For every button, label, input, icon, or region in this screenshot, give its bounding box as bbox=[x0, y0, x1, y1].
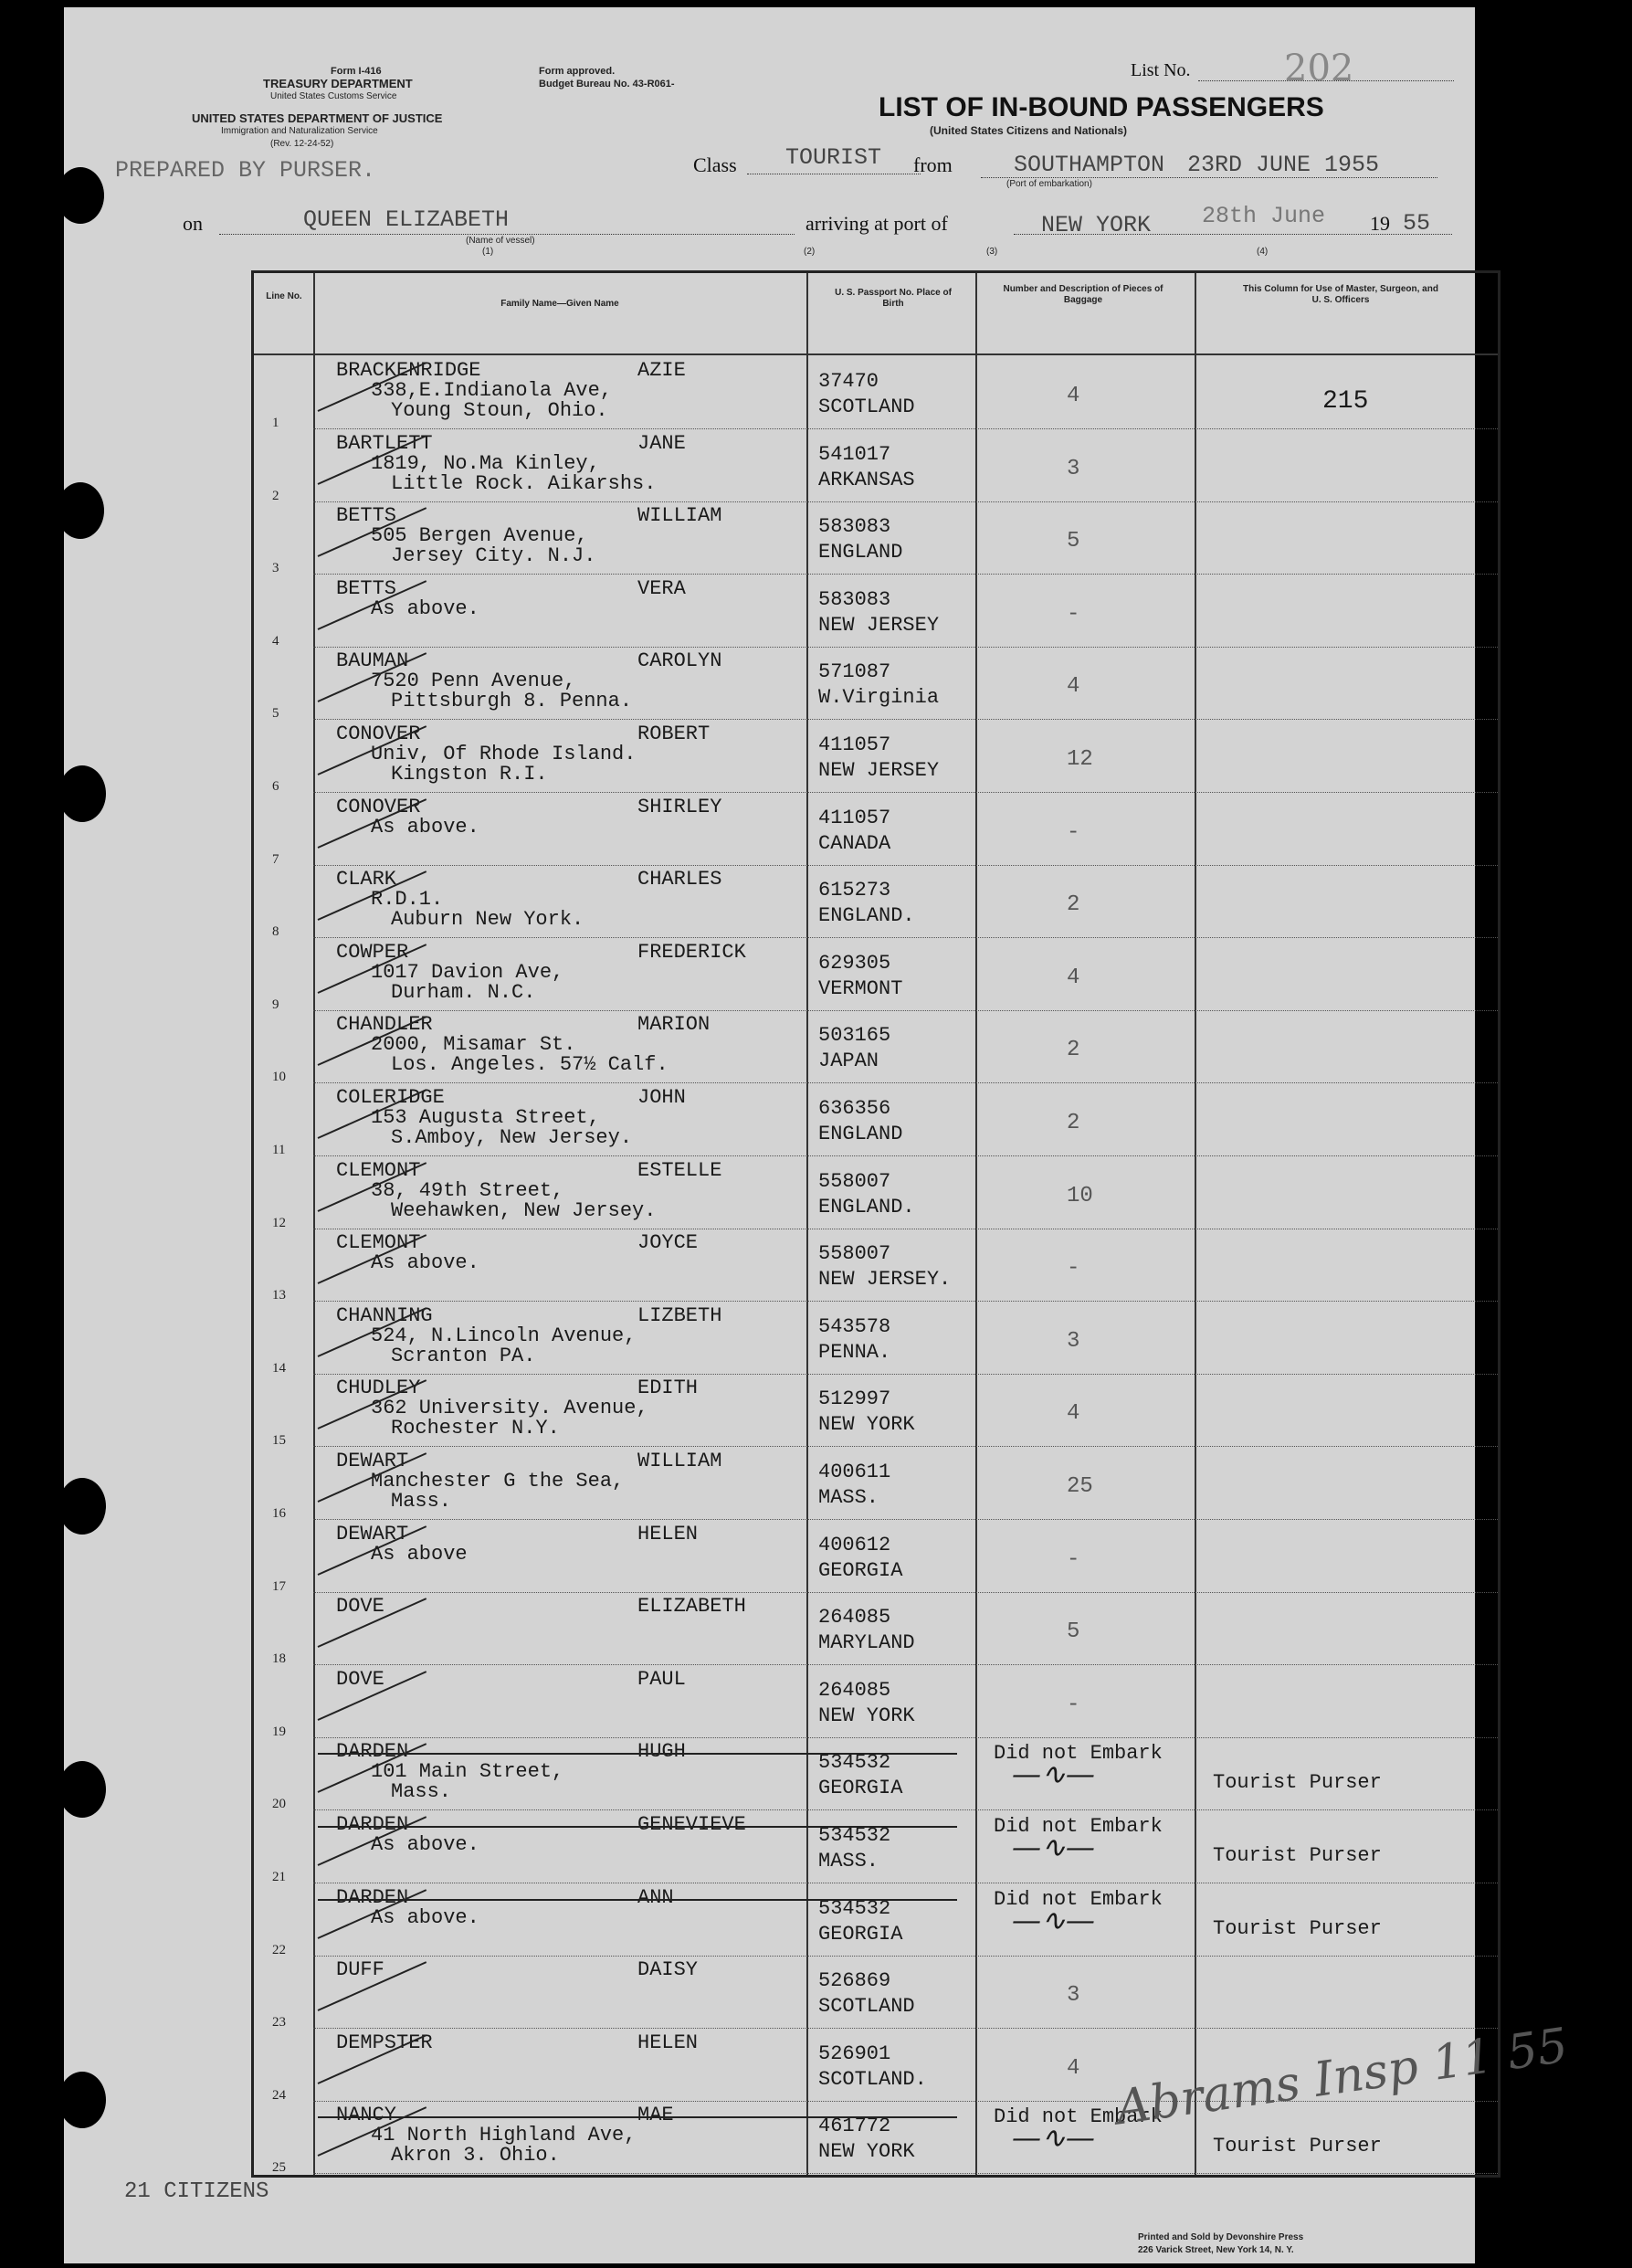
baggage-count: - bbox=[1067, 1692, 1080, 1717]
address-line-1: 7520 Penn Avenue, bbox=[371, 670, 576, 693]
address-line-1: As above. bbox=[371, 1251, 479, 1275]
given-name: ELIZABETH bbox=[637, 1595, 746, 1619]
passenger-table bbox=[251, 270, 1500, 2178]
family-name: CONOVER bbox=[336, 795, 421, 818]
family-name: DARDEN bbox=[336, 1740, 409, 1764]
passport-number: 37470 bbox=[818, 370, 879, 393]
arriving-label: arriving at port of bbox=[805, 212, 948, 235]
line-number: 13 bbox=[272, 1288, 286, 1303]
place-of-birth: SCOTLAND bbox=[818, 396, 915, 418]
passport-number: 512997 bbox=[818, 1387, 891, 1411]
given-name: JANE bbox=[637, 431, 686, 455]
family-name: BARTLETT bbox=[336, 431, 433, 455]
year-suffix: 55 bbox=[1403, 210, 1431, 237]
passport-number: 503165 bbox=[818, 1024, 891, 1048]
col-num-4: (4) bbox=[1257, 247, 1269, 257]
family-name: CHUDLEY bbox=[336, 1377, 421, 1400]
baggage-count: 5 bbox=[1067, 1619, 1080, 1645]
place-of-birth: NEW YORK bbox=[818, 1413, 915, 1437]
family-name: DEWART bbox=[336, 1522, 409, 1545]
table-row bbox=[254, 2100, 1498, 2174]
treasury-dept: TREASURY DEPARTMENT bbox=[263, 77, 413, 90]
did-not-embark-note: Did not Embark bbox=[994, 1742, 1163, 1766]
tourist-purser-label: Tourist Purser bbox=[1213, 2135, 1382, 2158]
place-of-birth: ENGLAND bbox=[818, 1123, 903, 1145]
address-line-1: 153 Augusta Street, bbox=[371, 1106, 600, 1129]
passport-number: 541017 bbox=[818, 442, 891, 466]
address-line-2: Weehawken, New Jersey. bbox=[391, 1198, 657, 1222]
justice-dept: UNITED STATES DEPARTMENT OF JUSTICE bbox=[192, 111, 443, 125]
address-line-2: S.Amboy, New Jersey. bbox=[391, 1126, 633, 1149]
binder-hole bbox=[58, 2072, 106, 2128]
address-line-2: Los. Angeles. 57½ Calf. bbox=[391, 1053, 669, 1077]
given-name: MAE bbox=[637, 2104, 674, 2127]
baggage-count: 3 bbox=[1067, 1328, 1080, 1354]
line-number: 15 bbox=[272, 1433, 286, 1449]
table-row bbox=[254, 355, 1498, 429]
baggage-count: 5 bbox=[1067, 529, 1080, 554]
address-line-1: Manchester G the Sea, bbox=[371, 1470, 625, 1493]
address-line-1: As above bbox=[371, 1542, 468, 1566]
binder-hole bbox=[58, 1478, 106, 1535]
passport-number: 534532 bbox=[818, 1824, 891, 1847]
address-line-1: As above. bbox=[371, 1905, 479, 1929]
family-name: DUFF bbox=[336, 1958, 384, 1982]
line-number: 24 bbox=[272, 2087, 286, 2103]
passport-number: 636356 bbox=[818, 1097, 891, 1120]
passport-number: 558007 bbox=[818, 1169, 891, 1193]
col-num-1: (1) bbox=[482, 247, 494, 257]
baggage-count: 4 bbox=[1067, 965, 1080, 990]
family-name: COWPER bbox=[336, 940, 409, 964]
address-line-2: Pittsburgh 8. Penna. bbox=[391, 690, 633, 713]
table-row bbox=[254, 1301, 1498, 1375]
line-number: 20 bbox=[272, 1797, 286, 1812]
line-number: 5 bbox=[272, 706, 279, 722]
line-number: 17 bbox=[272, 1578, 286, 1594]
col-num-2: (2) bbox=[804, 247, 816, 257]
customs-service: United States Customs Service bbox=[270, 91, 397, 101]
place-of-birth: ARKANSAS bbox=[818, 468, 915, 491]
place-of-birth: GEORGIA bbox=[818, 1922, 903, 1946]
given-name: CAROLYN bbox=[637, 649, 722, 673]
table-row bbox=[254, 1155, 1498, 1229]
line-number: 2 bbox=[272, 488, 279, 503]
place-of-birth: PENNA. bbox=[818, 1340, 891, 1364]
given-name: AZIE bbox=[637, 359, 686, 382]
family-name: BRACKENRIDGE bbox=[336, 359, 481, 382]
table-row bbox=[254, 574, 1498, 648]
place-of-birth: MASS. bbox=[818, 1486, 879, 1509]
place-of-birth: GEORGIA bbox=[818, 1777, 903, 1800]
tourist-purser-label: Tourist Purser bbox=[1213, 1771, 1382, 1795]
strike-through-line bbox=[318, 1899, 957, 1901]
given-name: VERA bbox=[637, 576, 686, 600]
table-row bbox=[254, 1228, 1498, 1302]
address-line-2: Rochester N.Y. bbox=[391, 1417, 560, 1440]
line-number: 1 bbox=[272, 416, 279, 430]
page-title: LIST OF IN-BOUND PASSENGERS bbox=[879, 92, 1324, 122]
given-name: HELEN bbox=[637, 2031, 699, 2054]
table-row bbox=[254, 864, 1498, 938]
officer-note: 215 bbox=[1322, 387, 1369, 416]
given-name: PAUL bbox=[637, 1667, 686, 1691]
passport-number: 543578 bbox=[818, 1314, 891, 1338]
address-line-2: Durham. N.C. bbox=[391, 980, 536, 1004]
given-name: WILLIAM bbox=[637, 1450, 722, 1472]
baggage-count: 2 bbox=[1067, 892, 1080, 918]
table-row bbox=[254, 1373, 1498, 1447]
address-line-1: R.D.1. bbox=[371, 888, 444, 912]
table-row bbox=[254, 428, 1498, 502]
address-line-1: 38, 49th Street, bbox=[371, 1178, 564, 1202]
place-of-birth: SCOTLAND. bbox=[818, 2067, 927, 2091]
header-baggage: Number and Description of Pieces of Baggage bbox=[1003, 284, 1163, 305]
baggage-count: 10 bbox=[1067, 1183, 1093, 1208]
passport-number: 264085 bbox=[818, 1678, 891, 1702]
address-line-2: Young Stoun, Ohio. bbox=[391, 399, 608, 422]
inspector-signature: Abrams Insp 11 55 bbox=[1112, 2018, 1572, 2136]
line-number: 4 bbox=[272, 633, 279, 649]
table-row bbox=[254, 501, 1498, 575]
passport-number: 461772 bbox=[818, 2115, 891, 2138]
list-number: 202 bbox=[1284, 47, 1354, 90]
class-value: TOURIST bbox=[785, 144, 882, 171]
purser-signature-mark: —∿— bbox=[1012, 1756, 1095, 1792]
address-line-1: 1819, No.Ma Kinley, bbox=[371, 451, 600, 475]
address-line-1: 41 North Highland Ave, bbox=[371, 2124, 637, 2147]
baggage-count: 4 bbox=[1067, 1401, 1080, 1427]
passport-number: 615273 bbox=[818, 879, 891, 902]
passport-number: 400611 bbox=[818, 1461, 891, 1483]
passport-number: 534532 bbox=[818, 1896, 891, 1920]
address-line-1: 505 Bergen Avenue, bbox=[371, 524, 588, 548]
arrival-port: NEW YORK bbox=[1041, 212, 1152, 238]
table-row bbox=[254, 1883, 1498, 1957]
table-row bbox=[254, 1591, 1498, 1665]
address-line-2: Jersey City. N.J. bbox=[391, 544, 596, 568]
table-row bbox=[254, 1809, 1498, 1883]
place-of-birth: MARYLAND bbox=[818, 1631, 915, 1655]
address-line-1: 524, N.Lincoln Avenue, bbox=[371, 1324, 637, 1347]
immigration-service: Immigration and Naturalization Service bbox=[221, 126, 378, 136]
given-name: JOHN bbox=[637, 1086, 686, 1109]
passport-number: 583083 bbox=[818, 515, 891, 539]
line-number: 8 bbox=[272, 924, 279, 940]
printer-line-1: Printed and Sold by Devonshire Press bbox=[1138, 2232, 1304, 2242]
form-number: Form I-416 bbox=[331, 66, 382, 77]
binder-hole bbox=[57, 167, 104, 224]
family-name: COLERIDGE bbox=[336, 1086, 445, 1109]
given-name: JOYCE bbox=[637, 1231, 699, 1255]
address-line-2: Mass. bbox=[391, 1780, 452, 1804]
line-number: 9 bbox=[272, 997, 279, 1012]
binder-hole bbox=[58, 765, 106, 822]
baggage-count: 25 bbox=[1067, 1474, 1093, 1499]
header-line-no: Line No. bbox=[266, 291, 302, 301]
given-name: LIZBETH bbox=[637, 1303, 722, 1327]
baggage-count: - bbox=[1067, 1546, 1080, 1572]
passport-number: 526869 bbox=[818, 1969, 891, 1993]
given-name: CHARLES bbox=[637, 868, 722, 891]
page-subtitle: (United States Citizens and Nationals) bbox=[930, 124, 1128, 137]
line-number: 3 bbox=[272, 561, 279, 576]
baggage-count: 4 bbox=[1067, 2055, 1080, 2081]
baggage-count: - bbox=[1067, 819, 1080, 845]
given-name: ROBERT bbox=[637, 723, 711, 745]
vessel-caption: (Name of vessel) bbox=[466, 236, 535, 246]
family-name: CLEMONT bbox=[336, 1231, 421, 1255]
place-of-birth: GEORGIA bbox=[818, 1558, 903, 1582]
table-row bbox=[254, 1955, 1498, 2029]
line-number: 7 bbox=[272, 851, 279, 867]
address-line-1: Univ, Of Rhode Island. bbox=[371, 743, 637, 765]
tourist-purser-label: Tourist Purser bbox=[1213, 1844, 1382, 1867]
address-line-1: 362 University. Avenue, bbox=[371, 1397, 648, 1420]
table-row bbox=[254, 1009, 1498, 1083]
place-of-birth: W.Virginia bbox=[818, 686, 940, 710]
revision-date: (Rev. 12-24-52) bbox=[270, 139, 334, 149]
place-of-birth: NEW JERSEY. bbox=[818, 1268, 952, 1292]
table-row bbox=[254, 937, 1498, 1011]
address-line-1: As above. bbox=[371, 596, 479, 620]
did-not-embark-note: Did not Embark bbox=[994, 1887, 1163, 1911]
given-name: ANN bbox=[637, 1885, 674, 1909]
given-name: DAISY bbox=[637, 1958, 699, 1982]
family-name: BAUMAN bbox=[336, 649, 409, 673]
place-of-birth: SCOTLAND bbox=[818, 1995, 915, 2019]
baggage-count: 12 bbox=[1067, 747, 1093, 772]
table-row bbox=[254, 646, 1498, 720]
place-of-birth: ENGLAND. bbox=[818, 904, 915, 928]
line-number: 11 bbox=[272, 1143, 286, 1157]
purser-signature-mark: —∿— bbox=[1012, 2120, 1095, 2156]
address-line-1: 1017 Davion Ave, bbox=[371, 960, 564, 984]
address-line-1: As above. bbox=[371, 815, 479, 839]
budget-bureau: Budget Bureau No. 43-R061- bbox=[539, 79, 675, 90]
list-number-label: List No. bbox=[1131, 60, 1191, 80]
family-name: DOVE bbox=[336, 1595, 384, 1619]
table-row bbox=[254, 1736, 1498, 1810]
family-name: BETTS bbox=[336, 504, 397, 528]
place-of-birth: NEW YORK bbox=[818, 1704, 915, 1727]
family-name: NANCY bbox=[336, 2104, 397, 2127]
family-name: CONOVER bbox=[336, 723, 421, 745]
line-number: 23 bbox=[272, 2015, 286, 2031]
family-name: DARDEN bbox=[336, 1885, 409, 1909]
did-not-embark-note: Did not Embark bbox=[994, 1815, 1163, 1838]
table-row bbox=[254, 792, 1498, 866]
passport-number: 583083 bbox=[818, 587, 891, 611]
passport-number: 411057 bbox=[818, 733, 891, 756]
given-name: EDITH bbox=[637, 1377, 699, 1400]
citizens-count: 21 CITIZENS bbox=[124, 2179, 269, 2204]
family-name: CHANDLER bbox=[336, 1013, 433, 1037]
arrival-date: 28th June bbox=[1202, 203, 1326, 229]
address-line-2: Akron 3. Ohio. bbox=[391, 2144, 560, 2168]
strike-through-line bbox=[318, 1826, 957, 1828]
tourist-purser-label: Tourist Purser bbox=[1213, 1916, 1382, 1940]
table-row bbox=[254, 719, 1498, 793]
line-number: 25 bbox=[272, 2160, 286, 2176]
table-row bbox=[254, 1446, 1498, 1520]
address-line-2: Little Rock. Aikarshs. bbox=[391, 471, 657, 495]
given-name: HELEN bbox=[637, 1522, 699, 1545]
line-number: 21 bbox=[272, 1870, 286, 1884]
table-row bbox=[254, 1664, 1498, 1738]
purser-signature-mark: —∿— bbox=[1012, 1830, 1095, 1864]
passport-number: 629305 bbox=[818, 951, 891, 975]
line-number: 19 bbox=[272, 1724, 286, 1739]
did-not-embark-note: Did not Embark bbox=[994, 2105, 1163, 2129]
line-number: 10 bbox=[272, 1070, 286, 1085]
family-name: DEMPSTER bbox=[336, 2031, 433, 2054]
place-of-birth: ENGLAND. bbox=[818, 1195, 915, 1218]
address-line-1: 338,E.Indianola Ave, bbox=[371, 379, 613, 402]
family-name: DARDEN bbox=[336, 1813, 409, 1836]
binder-hole bbox=[57, 482, 104, 539]
prepared-by: PREPARED BY PURSER. bbox=[115, 157, 376, 184]
given-name: ESTELLE bbox=[637, 1158, 722, 1182]
line-number: 22 bbox=[272, 1942, 286, 1957]
place-of-birth: ENGLAND bbox=[818, 541, 903, 564]
strike-through-line bbox=[318, 1753, 957, 1755]
place-of-birth: NEW JERSEY bbox=[818, 613, 940, 637]
baggage-count: - bbox=[1067, 1256, 1080, 1282]
place-of-birth: MASS. bbox=[818, 1850, 879, 1872]
binder-hole bbox=[58, 1761, 106, 1818]
family-name: CHANNING bbox=[336, 1303, 433, 1327]
place-of-birth: NEW YORK bbox=[818, 2140, 915, 2164]
baggage-count: 4 bbox=[1067, 674, 1080, 700]
given-name: HUGH bbox=[637, 1740, 686, 1764]
header-officers: This Column for Use of Master, Surgeon, and U. S. Officers bbox=[1243, 284, 1438, 305]
vessel-name: QUEEN ELIZABETH bbox=[303, 206, 510, 233]
passport-number: 264085 bbox=[818, 1606, 891, 1630]
passport-number: 534532 bbox=[818, 1751, 891, 1775]
class-label: Class bbox=[693, 153, 737, 176]
embark-date: 23RD JUNE 1955 bbox=[1187, 152, 1380, 178]
line-number: 14 bbox=[272, 1360, 286, 1376]
baggage-count: 3 bbox=[1067, 1983, 1080, 2009]
address-line-2: Kingston R.I. bbox=[391, 763, 548, 786]
baggage-count: 2 bbox=[1067, 1038, 1080, 1063]
printer-line-2: 226 Varick Street, New York 14, N. Y. bbox=[1138, 2245, 1294, 2255]
line-number: 18 bbox=[272, 1651, 286, 1667]
passport-number: 400612 bbox=[818, 1533, 891, 1556]
passport-number: 558007 bbox=[818, 1242, 891, 1266]
year-prefix: 19 bbox=[1370, 212, 1390, 235]
table-row bbox=[254, 1082, 1498, 1156]
passport-number: 411057 bbox=[818, 806, 891, 829]
col-num-3: (3) bbox=[986, 247, 998, 257]
place-of-birth: JAPAN bbox=[818, 1050, 879, 1073]
address-line-2: Auburn New York. bbox=[391, 908, 584, 932]
given-name: FREDERICK bbox=[637, 940, 746, 964]
address-line-2: Scranton PA. bbox=[391, 1344, 536, 1367]
line-number: 16 bbox=[272, 1506, 286, 1521]
given-name: SHIRLEY bbox=[637, 795, 722, 818]
purser-signature-mark: —∿— bbox=[1012, 1902, 1095, 1937]
manifest-page bbox=[64, 7, 1572, 2263]
baggage-count: 3 bbox=[1067, 456, 1080, 481]
place-of-birth: CANADA bbox=[818, 831, 891, 855]
on-label: on bbox=[183, 212, 203, 235]
address-line-1: As above. bbox=[371, 1833, 479, 1856]
given-name: WILLIAM bbox=[637, 504, 722, 528]
strike-through-line bbox=[318, 2116, 957, 2118]
family-name: BETTS bbox=[336, 576, 397, 600]
header-name: Family Name—Given Name bbox=[500, 299, 619, 309]
given-name: MARION bbox=[637, 1013, 711, 1037]
address-line-1: 101 Main Street, bbox=[371, 1760, 564, 1784]
form-approved: Form approved. bbox=[539, 66, 616, 77]
place-of-birth: VERMONT bbox=[818, 976, 903, 1000]
given-name: GENEVIEVE bbox=[637, 1813, 746, 1836]
baggage-count: 2 bbox=[1067, 1111, 1080, 1135]
embark-caption: (Port of embarkation) bbox=[1006, 179, 1092, 189]
address-line-1: 2000, Misamar St. bbox=[371, 1033, 576, 1057]
address-line-2: Mass. bbox=[391, 1490, 452, 1513]
family-name: CLEMONT bbox=[336, 1158, 421, 1182]
family-name: CLARK bbox=[336, 868, 397, 891]
embark-port: SOUTHAMPTON bbox=[1014, 152, 1165, 178]
family-name: DEWART bbox=[336, 1450, 409, 1472]
line-number: 12 bbox=[272, 1215, 286, 1230]
place-of-birth: NEW JERSEY bbox=[818, 759, 940, 782]
line-number: 6 bbox=[272, 779, 279, 794]
header-passport: U. S. Passport No. Place of Birth bbox=[835, 288, 952, 309]
from-label: from bbox=[913, 153, 953, 176]
baggage-count: 4 bbox=[1067, 384, 1080, 408]
passport-number: 571087 bbox=[818, 660, 891, 684]
baggage-count: - bbox=[1067, 601, 1080, 627]
passport-number: 526901 bbox=[818, 2041, 891, 2065]
table-row bbox=[254, 1519, 1498, 1593]
family-name: DOVE bbox=[336, 1667, 384, 1691]
